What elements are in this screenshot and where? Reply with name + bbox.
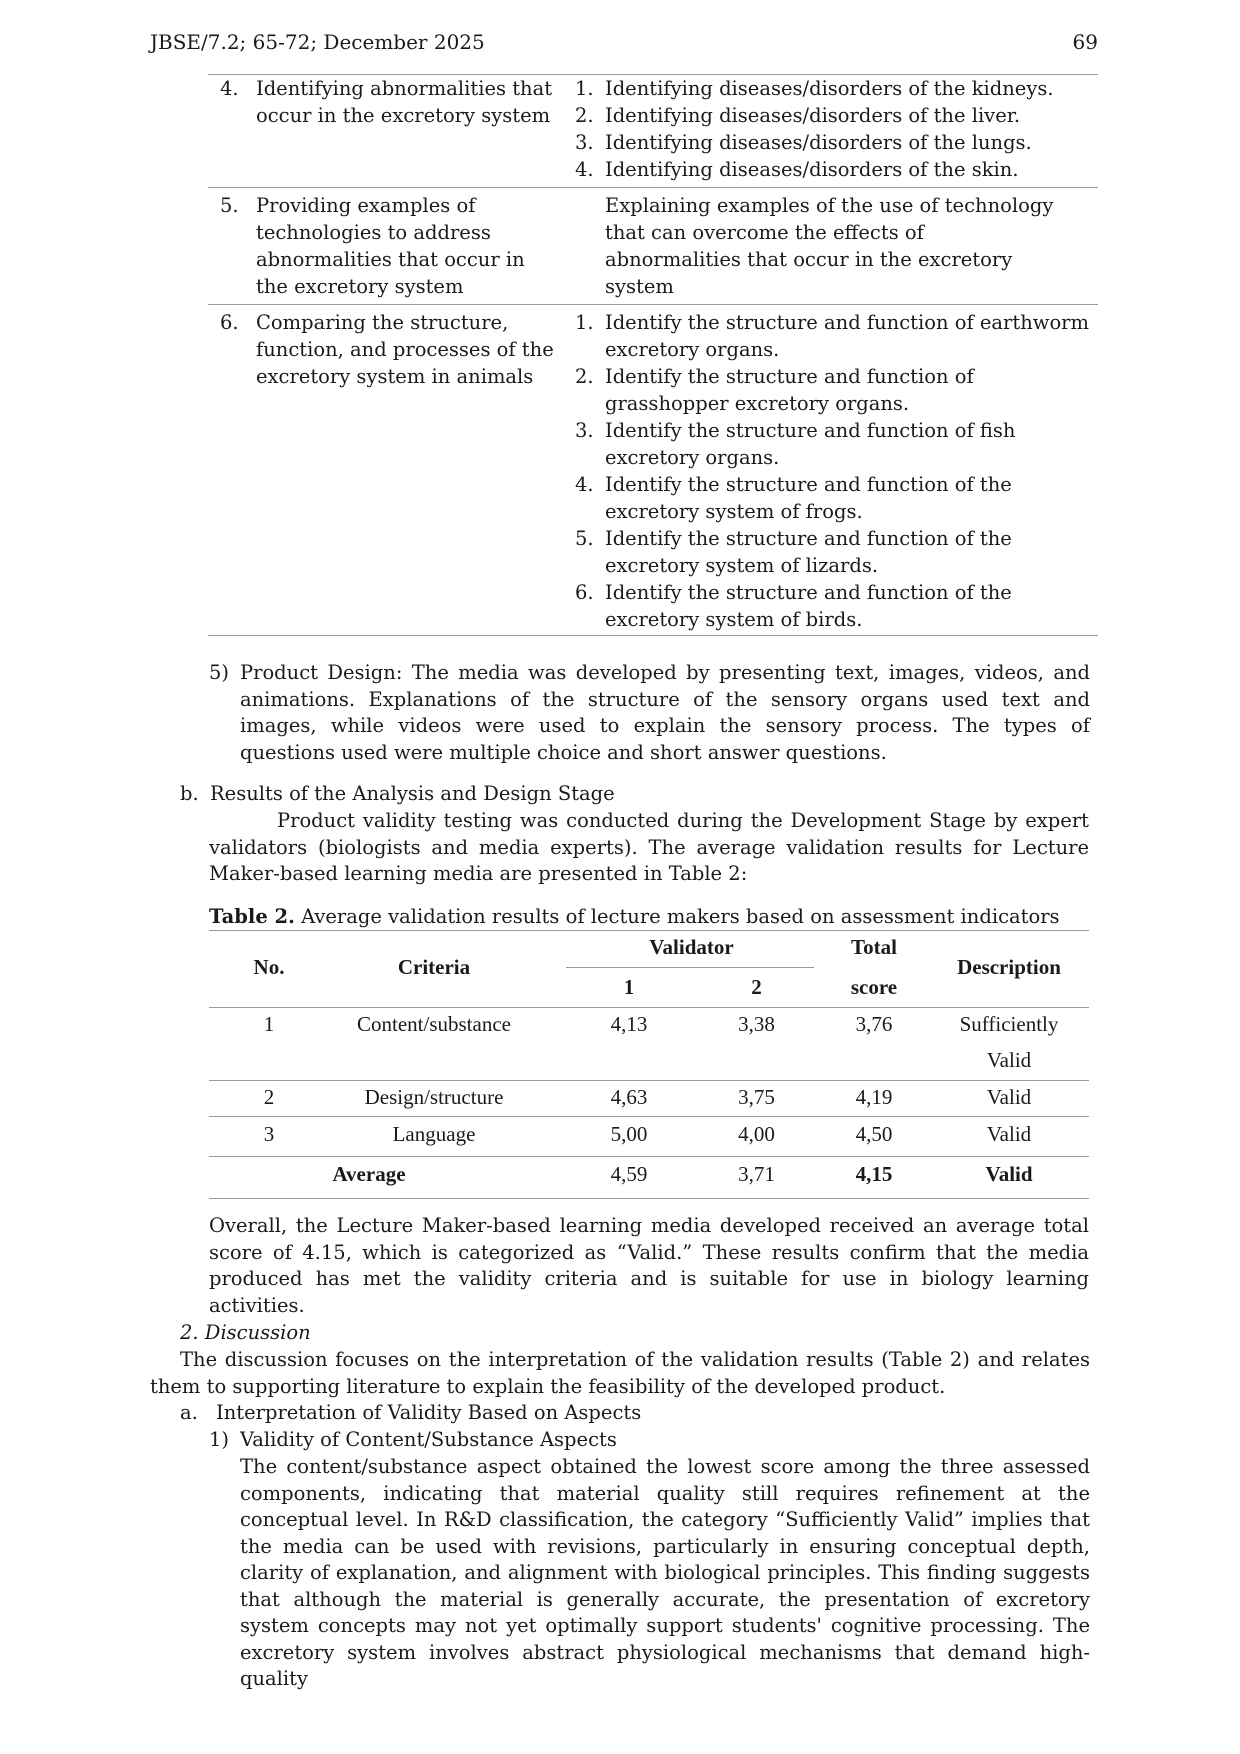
indicator-text: Comparing the structure, function, and processes of the excretory system in animals xyxy=(256,311,554,388)
row-description-line2: Valid xyxy=(986,1048,1032,1072)
row-total: 4,19 xyxy=(855,1085,893,1109)
table-rule xyxy=(209,1116,1089,1117)
row-validator-2: 3,75 xyxy=(738,1085,775,1109)
row-number: 6. xyxy=(220,311,239,334)
header-validator-1: 1 xyxy=(623,975,635,999)
table-rule xyxy=(209,1080,1089,1081)
row-criteria: Design/structure xyxy=(364,1085,504,1109)
list-item: 6. Identify the structure and function of the excretory system of birds. xyxy=(575,581,1012,631)
discussion-intro: The discussion focuses on the interpretation of the validation results (Table 2) and relates them to supporting literature to explain the feasibility of the developed product. xyxy=(150,1348,1090,1398)
list-item: 1. Identifying diseases/disorders of the kidneys. xyxy=(575,77,1054,100)
table-rule xyxy=(209,1156,1089,1157)
subsubsection-marker: 1) xyxy=(209,1428,230,1451)
row-number: 5. xyxy=(220,194,239,217)
row-validator-1: 5,00 xyxy=(610,1122,648,1146)
header-description: Description xyxy=(957,955,1061,979)
caption-text: Average validation results of lecture makers based on assessment indicators xyxy=(301,905,1060,928)
table-row xyxy=(208,74,1098,188)
product-design-paragraph: Product Design: The media was developed by presenting text, images, videos, and animations. Explanations of the structure of the sensory organs used text and images, while videos were used to explain the sensory process. The types of questions used were multiple choice and short answer questions. xyxy=(240,661,1090,764)
discussion-heading: 2. Discussion xyxy=(180,1321,311,1344)
list-item: 1. Identify the structure and function of earthworm excretory organs. xyxy=(575,311,1089,361)
row-total: 3,76 xyxy=(855,1012,893,1036)
header-validator: Validator xyxy=(649,935,734,959)
subsubsection-title: Validity of Content/Substance Aspects xyxy=(240,1428,617,1451)
row-no: 3 xyxy=(263,1122,275,1146)
list-item: 2. Identifying diseases/disorders of the liver. xyxy=(575,104,1021,127)
header-no: No. xyxy=(253,955,285,979)
table-caption xyxy=(209,905,1060,928)
row-description: Valid xyxy=(986,1122,1032,1146)
section-marker: b. xyxy=(180,782,199,805)
section-paragraph: Product validity testing was conducted during the Development Stage by expert validators (biologists and media experts). The average validation results for Lecture Maker-based learning media are presented in Table 2: xyxy=(209,809,1089,885)
list-item: 5. Identify the structure and function of the excretory system of lizards. xyxy=(575,527,1012,577)
validation-table xyxy=(209,930,1089,1215)
overall-paragraph: Overall, the Lecture Maker-based learning media developed received an average total score of 4.15, which is categorized as “Valid.” These results confirm that the media produced has met the validity criteria and is suitable for use in biology learning activities. xyxy=(209,1214,1089,1317)
indicator-description: Explaining examples of the use of technology that can overcome the effects of abnormalities that occur in the excretory system xyxy=(605,194,1054,298)
subsection-marker: a. xyxy=(180,1401,198,1424)
item-list xyxy=(575,309,1095,633)
row-validator-1: 4,13 xyxy=(610,1012,648,1036)
table-rule xyxy=(209,1007,1089,1008)
average-description: Valid xyxy=(985,1162,1033,1186)
table-rule xyxy=(209,930,1089,931)
row-criteria: Content/substance xyxy=(357,1012,511,1036)
row-criteria: Language xyxy=(392,1122,476,1146)
list-item: 3. Identifying diseases/disorders of the lungs. xyxy=(575,131,1032,154)
indicator-table xyxy=(208,74,1098,636)
table-row xyxy=(208,305,1098,636)
page-header xyxy=(150,30,1098,60)
table-row xyxy=(208,188,1098,305)
row-validator-2: 4,00 xyxy=(738,1122,775,1146)
average-label: Average xyxy=(332,1162,406,1186)
average-validator-2: 3,71 xyxy=(738,1162,775,1186)
header-criteria: Criteria xyxy=(397,955,471,979)
header-total-line2: score xyxy=(850,975,898,999)
row-description: Sufficiently xyxy=(959,1012,1059,1036)
validator-rule xyxy=(566,967,814,968)
header-total-line1: Total xyxy=(851,935,897,959)
discussion-body: The content/substance aspect obtained the lowest score among the three assessed components, indicating that material quality still requires refinement at the conceptual level. In R&D classification, the category “Sufficiently Valid” implies that the media can be used with revisions, particularly in ensuring conceptual depth, clarity of explanation, and alignment with biological principles. This finding suggests that although the material is generally accurate, the presentation of excretory system concepts may not yet optimally support students' cognitive processing. The excretory system involves abstract physiological mechanisms that demand high-quality xyxy=(240,1455,1090,1690)
section-title: Results of the Analysis and Design Stage xyxy=(210,782,615,805)
page-number: 69 xyxy=(1072,30,1098,54)
list-marker: 5) xyxy=(209,661,230,684)
average-total: 4,15 xyxy=(855,1162,893,1186)
caption-label: Table 2. xyxy=(209,905,295,928)
indicator-text: Identifying abnormalities that occur in the excretory system xyxy=(256,77,553,127)
subsection-title: Interpretation of Validity Based on Aspects xyxy=(216,1401,642,1424)
indicator-text: Providing examples of technologies to address abnormalities that occur in the excretory system xyxy=(256,194,525,298)
average-validator-1: 4,59 xyxy=(610,1162,648,1186)
row-validator-1: 4,63 xyxy=(610,1085,648,1109)
row-no: 2 xyxy=(263,1085,275,1109)
list-item: 2. Identify the structure and function of grasshopper excretory organs. xyxy=(575,365,974,415)
item-list xyxy=(575,75,1095,183)
row-description: Valid xyxy=(986,1085,1032,1109)
row-total: 4,50 xyxy=(855,1122,893,1146)
list-item: 3. Identify the structure and function of fish excretory organs. xyxy=(575,419,1016,469)
row-validator-2: 3,38 xyxy=(738,1012,775,1036)
row-number: 4. xyxy=(220,77,239,100)
header-validator-2: 2 xyxy=(751,975,762,999)
journal-citation: JBSE/7.2; 65-72; December 2025 xyxy=(150,30,485,54)
row-no: 1 xyxy=(263,1012,275,1036)
list-item: 4. Identifying diseases/disorders of the skin. xyxy=(575,158,1019,181)
list-item: 4. Identify the structure and function of the excretory system of frogs. xyxy=(575,473,1012,523)
table-rule xyxy=(209,1198,1089,1199)
